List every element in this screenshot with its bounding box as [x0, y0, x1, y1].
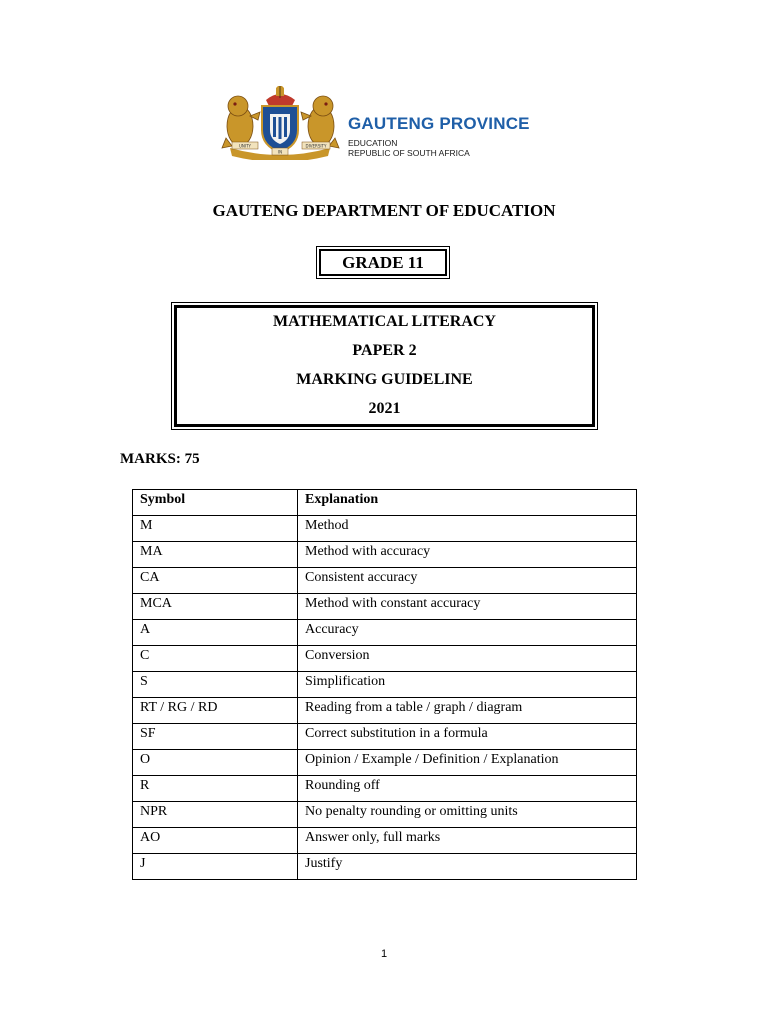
- table-row: [133, 516, 637, 542]
- table-row: [133, 594, 637, 620]
- table-row: [133, 698, 637, 724]
- subject-title: MATHEMATICAL LITERACY: [273, 313, 496, 330]
- explanation-cell: Consistent accuracy: [298, 568, 637, 594]
- explanation-cell: Rounding off: [298, 776, 637, 802]
- paper-title: PAPER 2: [352, 342, 417, 359]
- table-row: [133, 646, 637, 672]
- logo-line-education: EDUCATION: [348, 138, 398, 148]
- symbol-cell: CA: [133, 568, 298, 594]
- logo-line-country: REPUBLIC OF SOUTH AFRICA: [348, 148, 470, 158]
- table-header-row: [133, 490, 637, 516]
- symbol-cell: AO: [133, 828, 298, 854]
- symbol-cell: R: [133, 776, 298, 802]
- explanation-cell: No penalty rounding or omitting units: [298, 802, 637, 828]
- header-explanation: Explanation: [298, 490, 637, 516]
- table-row: [133, 672, 637, 698]
- coat-of-arms-icon: [218, 86, 343, 160]
- table-row: [133, 750, 637, 776]
- symbol-legend-table: [132, 489, 637, 880]
- explanation-cell: Method with constant accuracy: [298, 594, 637, 620]
- symbol-cell: S: [133, 672, 298, 698]
- gauteng-logo: [218, 86, 548, 160]
- total-marks: MARKS: 75: [120, 451, 200, 467]
- explanation-cell: Reading from a table / graph / diagram: [298, 698, 637, 724]
- symbol-cell: SF: [133, 724, 298, 750]
- symbol-cell: MA: [133, 542, 298, 568]
- explanation-cell: Accuracy: [298, 620, 637, 646]
- symbol-cell: MCA: [133, 594, 298, 620]
- table-body: [133, 516, 637, 880]
- explanation-cell: Answer only, full marks: [298, 828, 637, 854]
- document-type: MARKING GUIDELINE: [296, 371, 473, 388]
- explanation-cell: Simplification: [298, 672, 637, 698]
- department-heading: GAUTENG DEPARTMENT OF EDUCATION: [212, 201, 556, 220]
- motto-right: DIVERSITY: [305, 143, 327, 149]
- explanation-cell: Correct substitution in a formula: [298, 724, 637, 750]
- table-row: [133, 828, 637, 854]
- symbol-cell: J: [133, 854, 298, 880]
- symbol-cell: C: [133, 646, 298, 672]
- page-number: 1: [380, 948, 388, 960]
- symbol-cell: NPR: [133, 802, 298, 828]
- table-row: [133, 776, 637, 802]
- table-row: [133, 542, 637, 568]
- explanation-cell: Opinion / Example / Definition / Explanation: [298, 750, 637, 776]
- table-row: [133, 802, 637, 828]
- table-row: [133, 854, 637, 880]
- table-row: [133, 620, 637, 646]
- header-symbol: Symbol: [133, 490, 298, 516]
- explanation-cell: Method with accuracy: [298, 542, 637, 568]
- explanation-cell: Method: [298, 516, 637, 542]
- symbol-cell: O: [133, 750, 298, 776]
- table-row: [133, 724, 637, 750]
- explanation-cell: Conversion: [298, 646, 637, 672]
- explanation-cell: Justify: [298, 854, 637, 880]
- motto-left: UNITY: [239, 143, 251, 149]
- symbol-cell: M: [133, 516, 298, 542]
- year: 2021: [368, 400, 401, 417]
- title-box-inner: [174, 305, 595, 427]
- table-row: [133, 568, 637, 594]
- grade-box: [316, 246, 450, 279]
- motto-mid: IN: [277, 149, 283, 155]
- title-box: [171, 302, 598, 430]
- logo-title: GAUTENG PROVINCE: [348, 114, 530, 133]
- symbol-cell: RT / RG / RD: [133, 698, 298, 724]
- symbol-cell: A: [133, 620, 298, 646]
- grade-label: GRADE 11: [319, 249, 447, 276]
